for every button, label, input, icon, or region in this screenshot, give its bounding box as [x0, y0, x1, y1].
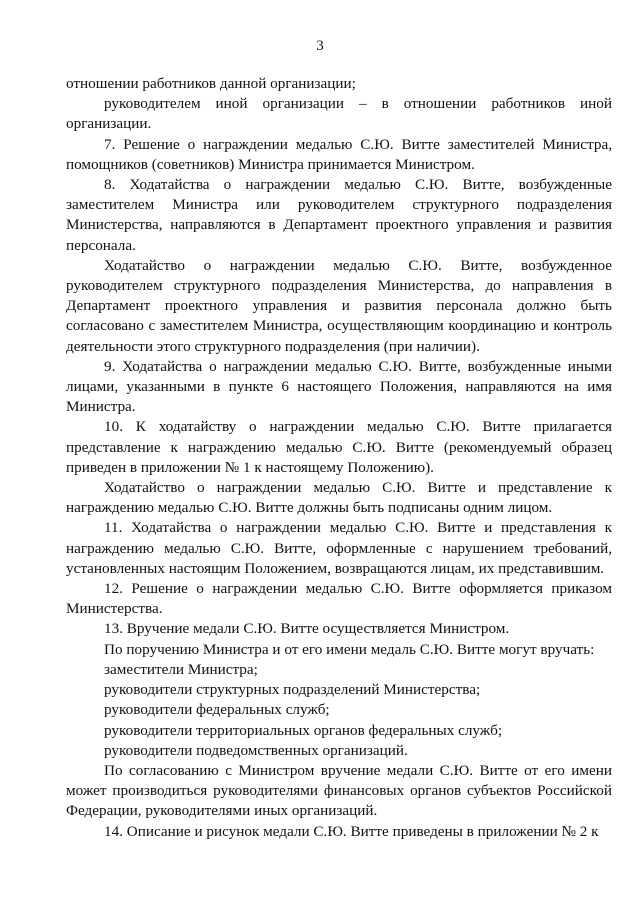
- page-number: 3: [316, 38, 324, 54]
- paragraph: 9. Ходатайства о награждении медалью С.Ю. Витте, возбужденные иными лицами, указанными в пункте 6 настоящего Положения, направляются на имя Министра.: [66, 357, 612, 416]
- list-item: руководители федеральных служб;: [104, 701, 330, 719]
- paragraph: 11. Ходатайства о награждении медалью С.Ю. Витте и представления к награждению медалью С.Ю. Витте, оформленные с нарушением требований, установленных настоящим Положением, возвращаются лицам, их представившим.: [66, 519, 612, 577]
- paragraph: 12. Решение о награждении медалью С.Ю. Витте оформляется приказом Министерства.: [66, 580, 612, 618]
- paragraph: По поручению Министра и от его имени медаль С.Ю. Витте могут вручать:: [104, 640, 595, 658]
- paragraph: Ходатайство о награждении медалью С.Ю. Витте, возбужденное руководителем структурного подразделения Министерства, до направления в Департамент проектного управления и развития персонала должно быть согласовано с заместителем Министра, осуществляющим координацию и контроль деятельности этого структурного подразделения (при наличии).: [66, 256, 612, 355]
- paragraph: 8. Ходатайства о награждении медалью С.Ю. Витте, возбужденные заместителем Министра или руководителем структурного подразделения Министерства, направляются в Департамент проектного управления и развития персонала.: [66, 176, 612, 254]
- paragraph: 13. Вручение медали С.Ю. Витте осуществляется Министром.: [104, 620, 510, 638]
- list-item: руководители структурных подразделений Министерства;: [104, 681, 481, 699]
- list-item: заместители Министра;: [104, 660, 258, 678]
- document-body: [66, 74, 612, 842]
- paragraph: По согласованию с Министром вручение медали С.Ю. Витте от его имени может производиться руководителями финансовых органов субъектов Российской Федерации, руководителями иных организаций.: [66, 761, 612, 820]
- paragraph: руководителем иной организации – в отношении работников иной организации.: [66, 95, 612, 133]
- paragraph: отношении работников данной организации;: [66, 75, 356, 92]
- paragraph: 7. Решение о награждении медалью С.Ю. Витте заместителей Министра, помощников (советников) Министра принимается Министром.: [66, 135, 612, 173]
- paragraph: 14. Описание и рисунок медали С.Ю. Витте приведены в приложении № 2 к: [104, 822, 599, 840]
- list-item: руководители подведомственных организаций.: [104, 741, 408, 759]
- paragraph: Ходатайство о награждении медалью С.Ю. Витте и представление к награждению медалью С.Ю. Витте должны быть подписаны одним лицом.: [66, 479, 612, 517]
- paragraph: 10. К ходатайству о награждении медалью С.Ю. Витте прилагается представление к награждению медалью С.Ю. Витте (рекомендуемый образец приведен в приложении № 1 к настоящему Положению).: [66, 418, 612, 476]
- list-item: руководители территориальных органов федеральных служб;: [104, 721, 503, 739]
